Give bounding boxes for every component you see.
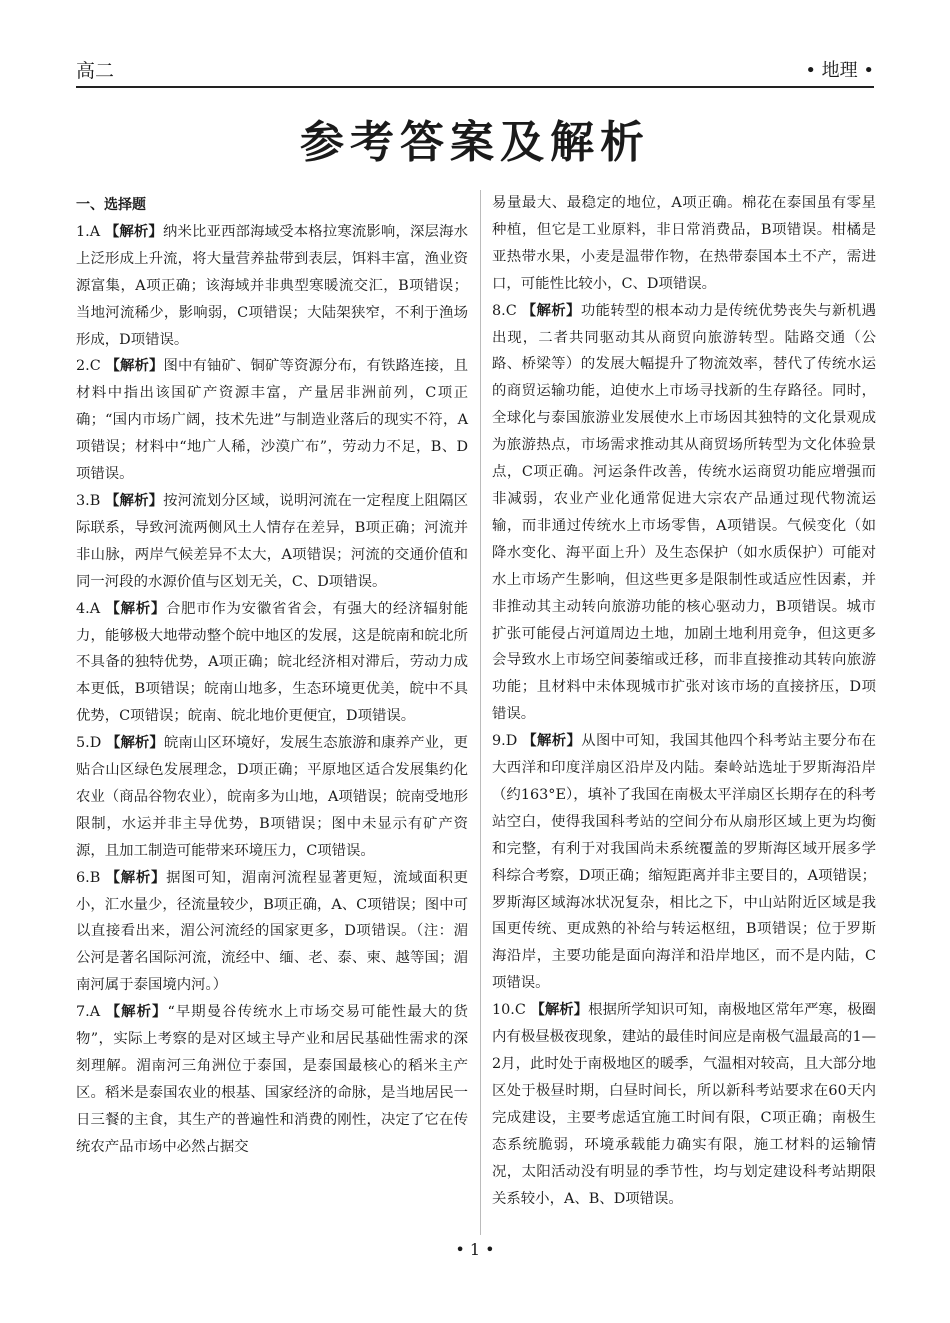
- answer-note: （注：湄公河是著名国际河流，流经中、缅、老、泰、柬、越等国；湄南河属于泰国境内河。）: [76, 923, 468, 994]
- answer-7-continuation: 易量最大、最稳定的地位，A项正确。棉花在泰国虽有零星种植，但它是工业原料，非日常消费品，B项错误。柑橘是亚热带水果，小麦是温带作物，在热带泰国本土不产，需进口，可能性比较小，C、D项错误。: [492, 195, 876, 292]
- column-divider: [480, 190, 481, 1235]
- analysis-tag: 【解析】: [105, 1004, 168, 1021]
- subject-label: • 地理 •: [805, 60, 874, 81]
- answer-number: 1.A: [76, 223, 101, 240]
- section-title: 一、选择题: [76, 197, 146, 213]
- answer-item-9: [492, 728, 876, 997]
- page-number: • 1 •: [455, 1240, 495, 1259]
- answer-number: 6.B: [76, 869, 101, 886]
- page-header: [76, 46, 874, 88]
- answer-number: 3.B: [76, 492, 101, 509]
- answer-item-5: [76, 730, 468, 865]
- answer-item-1: [76, 219, 468, 354]
- answer-text: 功能转型的根本动力是传统优势丧失与新机遇出现，二者共同驱动其从商贸向旅游转型。陆路交通（公路、桥梁等）的发展大幅提升了物流效率，替代了传统水运的商贸运输功能，迫使水上市场寻找新的生存路径。同时，全球化与泰国旅游业发展使水上市场因其独特的文化景观成为旅游热点，市场需求推动其从商贸场所转型为文化体验景点，C项正确。河运条件改善，传统水运商贸功能应增强而非减弱，农业产业化通常促进大宗农产品通过现代物流运输，而非通过传统水上市场零售，A项错误。气候变化（如降水变化、海平面上升）及生态保护（如水质保护）可能对水上市场产生影响，但这些更多是限制性或适应性因素，并非推动其主动转向旅游功能的核心驱动力，B项错误。城市扩张可能侵占河道周边土地，加剧土地利用竞争，但这更多会导致水上市场空间萎缩或迁移，而非直接推动其转向旅游功能；且材料中未体现城市扩张对该市场的直接挤压，D项错误。: [492, 302, 876, 723]
- answer-text: 按河流划分区域，说明河流在一定程度上阻隔区际联系，导致河流两侧风土人情存在差异，B项正确；河流并非山脉，两岸气候差异不太大，A项错误；河流的交通价值和同一河段的水源价值与区划无关，C、D项错误。: [76, 492, 468, 590]
- answer-number: 7.A: [76, 1004, 101, 1021]
- answer-number: 10.C: [492, 1002, 526, 1019]
- analysis-tag: 【解析】: [522, 733, 582, 750]
- answer-text: 据图可知，湄南河流程显著更短，流域面积更小，汇水量少，径流量较少，B项正确，A、C项错误；图中可以直接看出来，湄公河流经的国家更多，D项错误。: [76, 869, 468, 940]
- answer-number: 8.C: [492, 302, 517, 319]
- answer-text: 根据所学知识可知，南极地区常年严寒，极圈内有极昼极夜现象，建站的最佳时间应是南极气温最高的1—2月，此时处于南极地区的暖季，气温相对较高，且大部分地区处于极昼时期，白昼时间长，所以新科考站要求在60天内完成建设，主要考虑适宜施工时间有限，C项正确；南极生态系统脆弱，环境承载能力确实有限，施工材料的运输情况，太阳活动没有明显的季节性，均与划定建设科考站期限关系较小，A、B、D项错误。: [492, 1002, 876, 1207]
- answer-text: 皖南山区环境好，发展生态旅游和康养产业，更贴合山区绿色发展理念，D项正确；平原地区适合发展集约化农业（商品谷物农业），皖南多为山地，A项错误；皖南受地形限制，水运并非主导优势，B项错误；图中未显示有矿产资源，且加工制造可能带来环境压力，C项错误。: [76, 735, 468, 859]
- analysis-tag: 【解析】: [530, 1002, 589, 1019]
- answer-item-2: [76, 353, 468, 488]
- answer-text: 纳米比亚西部海域受本格拉寒流影响，深层海水上泛形成上升流，将大量营养盐带到表层，饵料丰富，渔业资源富集，A项正确；该海域并非典型寒暖流交汇，B项错误；当地河流稀少，影响弱，C项错误；大陆架狭窄，不利于渔场形成，D项错误。: [76, 223, 468, 348]
- page-title: 参考答案及解析: [300, 117, 650, 168]
- answer-text: 从图中可知，我国其他四个科考站主要分布在大西洋和印度洋扇区沿岸及内陆。秦岭站选址于罗斯海沿岸（约163°E），填补了我国在南极太平洋扇区长期存在的科考站空白，使得我国科考站的空间分布从扇形区域上更为均衡和完整，有利于对我国尚未系统覆盖的罗斯海区域开展多学科综合考察，D项正确；缩短距离并非主要目的，A项错误；罗斯海区域海冰状况复杂，相比之下，中山站附近区域是我国更传统、更成熟的补给与转运枢纽，B项错误；位于罗斯海沿岸，主要功能是面向海洋和沿岸地区，而不是内陆，C项错误。: [492, 733, 876, 992]
- analysis-tag: 【解析】: [105, 358, 164, 375]
- left-column: [76, 192, 468, 1161]
- answer-text: 图中有铀矿、铜矿等资源分布，有铁路连接，且材料中指出该国矿产资源丰富，产量居非洲前列，C项正确；“国内市场广阔，技术先进”与制造业落后的现实不符，A项错误；材料中“地广人稀，沙漠广布”，劳动力不足，B、D项错误。: [76, 358, 468, 483]
- analysis-tag: 【解析】: [105, 600, 166, 617]
- analysis-tag: 【解析】: [105, 735, 164, 752]
- answer-item-7: [76, 999, 468, 1160]
- answer-item-4: [76, 596, 468, 731]
- answer-number: 2.C: [76, 358, 101, 375]
- right-column: [492, 190, 876, 1212]
- grade-label: 高二: [76, 60, 115, 82]
- answer-text: “早期曼谷传统水上市场交易可能性最大的货物”，实际上考察的是对区域主导产业和居民基础性需求的深刻理解。湄南河三角洲位于泰国，是泰国最核心的稻米主产区。稻米是泰国农业的根基、国家经济的命脉，是当地居民一日三餐的主食，其生产的普遍性和消费的刚性，决定了它在传统农产品市场中必然占据交: [76, 1004, 469, 1155]
- analysis-tag: 【解析】: [104, 223, 163, 240]
- analysis-tag: 【解析】: [105, 492, 164, 509]
- answer-number: 4.A: [76, 600, 101, 617]
- answer-item-3: [76, 488, 468, 596]
- answer-item-10: [492, 997, 876, 1212]
- analysis-tag: 【解析】: [105, 869, 167, 886]
- analysis-tag: 【解析】: [521, 302, 581, 319]
- answer-number: 9.D: [492, 733, 518, 750]
- answer-text: 合肥市作为安徽省省会，有强大的经济辐射能力，能够极大地带动整个皖中地区的发展，这是皖南和皖北所不具备的独特优势，A项正确；皖北经济相对滞后，劳动力成本更低，B项错误；皖南山地多，生态环境更优美，皖中不具优势，C项错误；皖南、皖北地价更便宜，D项错误。: [76, 600, 468, 725]
- answer-item-6: [76, 865, 468, 1000]
- answer-number: 5.D: [76, 735, 102, 752]
- answer-item-8: [492, 298, 876, 729]
